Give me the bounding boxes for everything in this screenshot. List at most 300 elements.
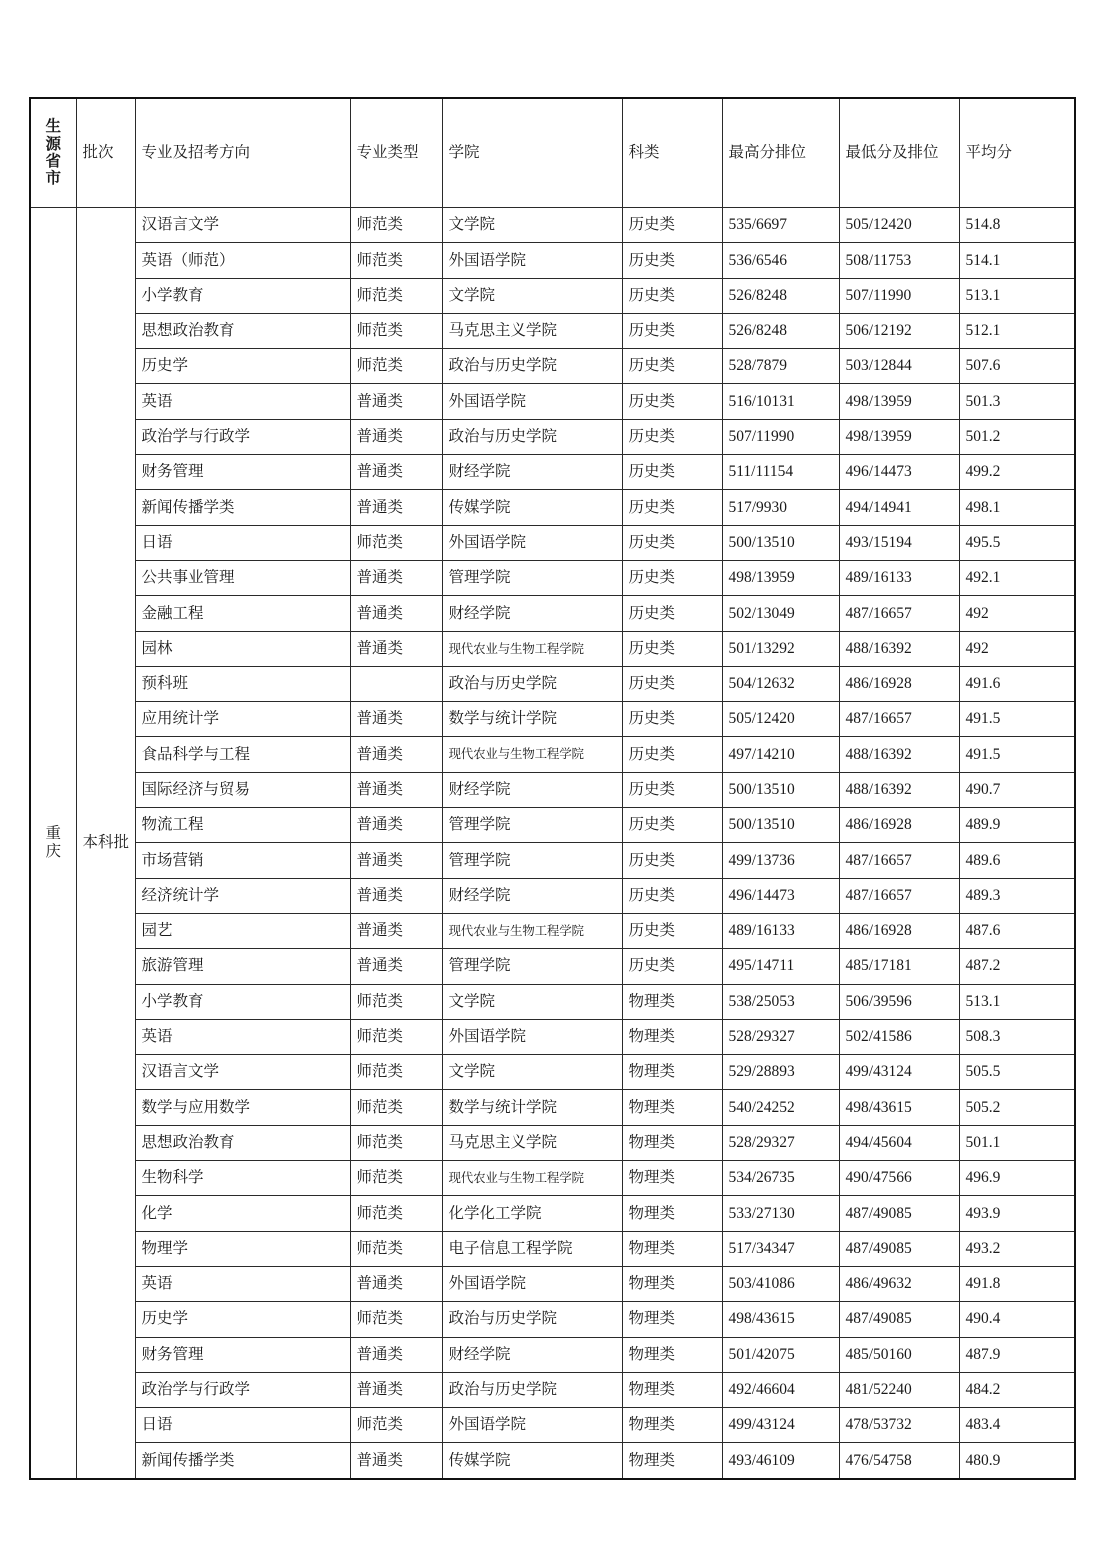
cell-major: 国际经济与贸易 — [135, 772, 350, 807]
table-body — [30, 208, 1075, 1479]
header-major: 专业及招考方向 — [135, 98, 350, 208]
cell-lowest-score: 487/16657 — [839, 878, 959, 913]
cell-highest-score: 534/26735 — [722, 1161, 839, 1196]
cell-major-type: 普通类 — [350, 1443, 442, 1479]
cell-lowest-score: 487/49085 — [839, 1196, 959, 1231]
cell-major: 生物科学 — [135, 1161, 350, 1196]
cell-subject: 历史类 — [622, 913, 722, 948]
cell-highest-score: 528/29327 — [722, 1019, 839, 1054]
cell-highest-score: 526/8248 — [722, 278, 839, 313]
cell-major-type: 普通类 — [350, 878, 442, 913]
cell-college: 外国语学院 — [442, 1019, 622, 1054]
province-char: 重 — [45, 825, 61, 843]
cell-major: 经济统计学 — [135, 878, 350, 913]
table-row — [30, 490, 1075, 525]
cell-subject: 物理类 — [622, 1337, 722, 1372]
header-lowest-score: 最低分及排位 — [839, 98, 959, 208]
cell-major: 财务管理 — [135, 1337, 350, 1372]
cell-major-type: 普通类 — [350, 490, 442, 525]
table-row — [30, 243, 1075, 278]
table-row — [30, 913, 1075, 948]
cell-highest-score: 499/13736 — [722, 843, 839, 878]
cell-highest-score: 501/13292 — [722, 631, 839, 666]
cell-highest-score: 499/43124 — [722, 1408, 839, 1443]
cell-college: 财经学院 — [442, 1337, 622, 1372]
table-row — [30, 1161, 1075, 1196]
cell-major: 历史学 — [135, 1302, 350, 1337]
cell-major-type: 普通类 — [350, 808, 442, 843]
cell-college: 外国语学院 — [442, 1408, 622, 1443]
cell-major: 物流工程 — [135, 808, 350, 843]
cell-major: 预科班 — [135, 666, 350, 701]
cell-lowest-score: 487/16657 — [839, 702, 959, 737]
cell-major-type: 师范类 — [350, 1125, 442, 1160]
header-province-char: 省 — [45, 153, 61, 170]
cell-major-type: 师范类 — [350, 1090, 442, 1125]
table-row — [30, 278, 1075, 313]
table-row — [30, 596, 1075, 631]
cell-subject: 物理类 — [622, 1196, 722, 1231]
cell-highest-score: 540/24252 — [722, 1090, 839, 1125]
cell-subject: 历史类 — [622, 949, 722, 984]
table-row — [30, 419, 1075, 454]
cell-lowest-score: 498/13959 — [839, 419, 959, 454]
cell-average-score: 496.9 — [959, 1161, 1075, 1196]
cell-major: 应用统计学 — [135, 702, 350, 737]
cell-college: 传媒学院 — [442, 490, 622, 525]
cell-lowest-score: 499/43124 — [839, 1055, 959, 1090]
table-row — [30, 878, 1075, 913]
table-row — [30, 666, 1075, 701]
cell-average-score: 499.2 — [959, 455, 1075, 490]
cell-average-score: 489.6 — [959, 843, 1075, 878]
cell-average-score: 512.1 — [959, 313, 1075, 348]
cell-lowest-score: 476/54758 — [839, 1443, 959, 1479]
cell-subject: 物理类 — [622, 984, 722, 1019]
cell-college: 外国语学院 — [442, 384, 622, 419]
cell-lowest-score: 481/52240 — [839, 1372, 959, 1407]
cell-highest-score: 517/34347 — [722, 1231, 839, 1266]
cell-average-score: 493.2 — [959, 1231, 1075, 1266]
cell-major-type: 普通类 — [350, 419, 442, 454]
cell-subject: 物理类 — [622, 1125, 722, 1160]
cell-subject: 历史类 — [622, 737, 722, 772]
cell-average-score: 513.1 — [959, 278, 1075, 313]
cell-lowest-score: 487/49085 — [839, 1231, 959, 1266]
cell-major: 政治学与行政学 — [135, 1372, 350, 1407]
cell-major-type: 普通类 — [350, 949, 442, 984]
cell-lowest-score: 485/17181 — [839, 949, 959, 984]
cell-lowest-score: 506/39596 — [839, 984, 959, 1019]
cell-major: 金融工程 — [135, 596, 350, 631]
cell-average-score: 505.5 — [959, 1055, 1075, 1090]
cell-major-type: 师范类 — [350, 1055, 442, 1090]
table-row — [30, 808, 1075, 843]
cell-average-score: 501.1 — [959, 1125, 1075, 1160]
cell-major-type: 师范类 — [350, 1408, 442, 1443]
cell-batch: 本科批 — [76, 208, 135, 1479]
cell-lowest-score: 494/45604 — [839, 1125, 959, 1160]
cell-major-type: 普通类 — [350, 702, 442, 737]
cell-college: 电子信息工程学院 — [442, 1231, 622, 1266]
cell-highest-score: 500/13510 — [722, 808, 839, 843]
cell-major-type: 普通类 — [350, 384, 442, 419]
header-province-char: 生 — [45, 118, 61, 136]
cell-average-score: 487.2 — [959, 949, 1075, 984]
cell-lowest-score: 488/16392 — [839, 737, 959, 772]
table-row — [30, 1090, 1075, 1125]
cell-subject: 历史类 — [622, 243, 722, 278]
cell-average-score: 498.1 — [959, 490, 1075, 525]
cell-college: 文学院 — [442, 984, 622, 1019]
cell-major-type: 师范类 — [350, 208, 442, 243]
cell-college: 文学院 — [442, 278, 622, 313]
cell-major-type: 师范类 — [350, 1231, 442, 1266]
cell-lowest-score: 486/16928 — [839, 808, 959, 843]
cell-average-score: 490.4 — [959, 1302, 1075, 1337]
cell-lowest-score: 489/16133 — [839, 560, 959, 595]
cell-college: 现代农业与生物工程学院 — [442, 913, 622, 948]
cell-highest-score: 505/12420 — [722, 702, 839, 737]
cell-average-score: 487.9 — [959, 1337, 1075, 1372]
cell-college: 化学化工学院 — [442, 1196, 622, 1231]
cell-highest-score: 500/13510 — [722, 772, 839, 807]
cell-college: 数学与统计学院 — [442, 1090, 622, 1125]
header-province — [30, 98, 76, 208]
cell-average-score: 483.4 — [959, 1408, 1075, 1443]
cell-major: 英语（师范） — [135, 243, 350, 278]
table-row — [30, 455, 1075, 490]
cell-highest-score: 498/13959 — [722, 560, 839, 595]
cell-major-type: 师范类 — [350, 1302, 442, 1337]
cell-major: 日语 — [135, 1408, 350, 1443]
cell-major: 新闻传播学类 — [135, 490, 350, 525]
cell-lowest-score: 503/12844 — [839, 349, 959, 384]
province-char: 庆 — [45, 842, 61, 860]
table-row — [30, 702, 1075, 737]
cell-average-score: 487.6 — [959, 913, 1075, 948]
cell-highest-score: 501/42075 — [722, 1337, 839, 1372]
cell-major-type: 普通类 — [350, 596, 442, 631]
cell-major-type: 师范类 — [350, 525, 442, 560]
cell-highest-score: 498/43615 — [722, 1302, 839, 1337]
header-subject: 科类 — [622, 98, 722, 208]
cell-major: 食品科学与工程 — [135, 737, 350, 772]
cell-college: 现代农业与生物工程学院 — [442, 631, 622, 666]
cell-major: 日语 — [135, 525, 350, 560]
admission-score-table — [29, 97, 1076, 1480]
cell-highest-score: 538/25053 — [722, 984, 839, 1019]
cell-lowest-score: 498/43615 — [839, 1090, 959, 1125]
table-row — [30, 772, 1075, 807]
cell-average-score: 507.6 — [959, 349, 1075, 384]
cell-subject: 物理类 — [622, 1372, 722, 1407]
table-row — [30, 737, 1075, 772]
cell-subject: 历史类 — [622, 208, 722, 243]
cell-lowest-score: 487/49085 — [839, 1302, 959, 1337]
table-row — [30, 1443, 1075, 1479]
cell-average-score: 480.9 — [959, 1443, 1075, 1479]
cell-major-type: 师范类 — [350, 1019, 442, 1054]
cell-major-type: 普通类 — [350, 455, 442, 490]
cell-major-type: 师范类 — [350, 313, 442, 348]
cell-lowest-score: 487/16657 — [839, 596, 959, 631]
cell-subject: 物理类 — [622, 1161, 722, 1196]
cell-subject: 历史类 — [622, 772, 722, 807]
cell-highest-score: 526/8248 — [722, 313, 839, 348]
table-row — [30, 631, 1075, 666]
cell-highest-score: 536/6546 — [722, 243, 839, 278]
cell-subject: 历史类 — [622, 490, 722, 525]
cell-lowest-score: 487/16657 — [839, 843, 959, 878]
cell-college: 外国语学院 — [442, 525, 622, 560]
cell-average-score: 508.3 — [959, 1019, 1075, 1054]
cell-average-score: 493.9 — [959, 1196, 1075, 1231]
cell-major-type: 普通类 — [350, 772, 442, 807]
table-row — [30, 1196, 1075, 1231]
cell-major: 园林 — [135, 631, 350, 666]
cell-major-type: 普通类 — [350, 1372, 442, 1407]
cell-subject: 物理类 — [622, 1231, 722, 1266]
cell-major: 市场营销 — [135, 843, 350, 878]
cell-average-score: 492 — [959, 631, 1075, 666]
table-row — [30, 1055, 1075, 1090]
table-row — [30, 1408, 1075, 1443]
table-row — [30, 843, 1075, 878]
cell-major: 公共事业管理 — [135, 560, 350, 595]
cell-college: 马克思主义学院 — [442, 313, 622, 348]
cell-college: 现代农业与生物工程学院 — [442, 737, 622, 772]
table-row — [30, 313, 1075, 348]
cell-subject: 物理类 — [622, 1019, 722, 1054]
cell-average-score: 505.2 — [959, 1090, 1075, 1125]
cell-average-score: 501.2 — [959, 419, 1075, 454]
cell-subject: 物理类 — [622, 1266, 722, 1301]
cell-highest-score: 497/14210 — [722, 737, 839, 772]
cell-major-type: 普通类 — [350, 737, 442, 772]
cell-major-type: 普通类 — [350, 631, 442, 666]
table-row — [30, 984, 1075, 1019]
cell-highest-score: 517/9930 — [722, 490, 839, 525]
header-major-type: 专业类型 — [350, 98, 442, 208]
cell-major: 英语 — [135, 384, 350, 419]
cell-average-score: 491.8 — [959, 1266, 1075, 1301]
table-row — [30, 1337, 1075, 1372]
cell-lowest-score: 488/16392 — [839, 631, 959, 666]
cell-subject: 历史类 — [622, 808, 722, 843]
table-row — [30, 525, 1075, 560]
table-row — [30, 1266, 1075, 1301]
cell-subject: 历史类 — [622, 419, 722, 454]
cell-subject: 历史类 — [622, 313, 722, 348]
cell-subject: 物理类 — [622, 1443, 722, 1479]
cell-lowest-score: 498/13959 — [839, 384, 959, 419]
cell-highest-score: 495/14711 — [722, 949, 839, 984]
cell-lowest-score: 486/16928 — [839, 666, 959, 701]
cell-highest-score: 529/28893 — [722, 1055, 839, 1090]
cell-major: 园艺 — [135, 913, 350, 948]
cell-subject: 历史类 — [622, 384, 722, 419]
cell-highest-score: 493/46109 — [722, 1443, 839, 1479]
cell-college: 管理学院 — [442, 808, 622, 843]
cell-major: 思想政治教育 — [135, 313, 350, 348]
cell-subject: 物理类 — [622, 1090, 722, 1125]
cell-major: 汉语言文学 — [135, 208, 350, 243]
cell-college: 政治与历史学院 — [442, 419, 622, 454]
cell-average-score: 495.5 — [959, 525, 1075, 560]
cell-highest-score: 511/11154 — [722, 455, 839, 490]
table-row — [30, 560, 1075, 595]
cell-subject: 物理类 — [622, 1055, 722, 1090]
table-row — [30, 1372, 1075, 1407]
cell-college: 财经学院 — [442, 772, 622, 807]
cell-major: 政治学与行政学 — [135, 419, 350, 454]
score-table-sheet — [29, 97, 1074, 1480]
cell-major-type: 普通类 — [350, 843, 442, 878]
cell-college: 政治与历史学院 — [442, 666, 622, 701]
cell-major: 英语 — [135, 1266, 350, 1301]
cell-major: 新闻传播学类 — [135, 1443, 350, 1479]
cell-college: 管理学院 — [442, 949, 622, 984]
cell-average-score: 491.5 — [959, 737, 1075, 772]
cell-lowest-score: 490/47566 — [839, 1161, 959, 1196]
cell-major: 英语 — [135, 1019, 350, 1054]
cell-college: 管理学院 — [442, 843, 622, 878]
cell-average-score: 484.2 — [959, 1372, 1075, 1407]
cell-lowest-score: 505/12420 — [839, 208, 959, 243]
cell-college: 数学与统计学院 — [442, 702, 622, 737]
cell-province — [30, 208, 76, 1479]
cell-highest-score: 504/12632 — [722, 666, 839, 701]
cell-lowest-score: 502/41586 — [839, 1019, 959, 1054]
cell-major-type: 师范类 — [350, 349, 442, 384]
cell-major-type: 师范类 — [350, 243, 442, 278]
cell-major: 数学与应用数学 — [135, 1090, 350, 1125]
cell-lowest-score: 494/14941 — [839, 490, 959, 525]
cell-average-score: 490.7 — [959, 772, 1075, 807]
cell-average-score: 514.8 — [959, 208, 1075, 243]
cell-average-score: 514.1 — [959, 243, 1075, 278]
cell-highest-score: 496/14473 — [722, 878, 839, 913]
cell-major: 思想政治教育 — [135, 1125, 350, 1160]
cell-college: 外国语学院 — [442, 243, 622, 278]
table-row — [30, 384, 1075, 419]
cell-lowest-score: 508/11753 — [839, 243, 959, 278]
cell-subject: 历史类 — [622, 843, 722, 878]
cell-college: 财经学院 — [442, 878, 622, 913]
cell-lowest-score: 485/50160 — [839, 1337, 959, 1372]
cell-lowest-score: 486/16928 — [839, 913, 959, 948]
header-province-char: 市 — [45, 170, 61, 188]
cell-major-type: 师范类 — [350, 1196, 442, 1231]
cell-college: 财经学院 — [442, 596, 622, 631]
cell-highest-score: 528/7879 — [722, 349, 839, 384]
cell-highest-score: 516/10131 — [722, 384, 839, 419]
cell-major: 汉语言文学 — [135, 1055, 350, 1090]
table-header — [30, 98, 1075, 208]
cell-highest-score: 489/16133 — [722, 913, 839, 948]
cell-average-score: 492.1 — [959, 560, 1075, 595]
cell-subject: 历史类 — [622, 596, 722, 631]
table-row — [30, 1302, 1075, 1337]
cell-highest-score: 535/6697 — [722, 208, 839, 243]
header-average-score: 平均分 — [959, 98, 1075, 208]
cell-subject: 物理类 — [622, 1302, 722, 1337]
cell-college: 外国语学院 — [442, 1266, 622, 1301]
cell-major: 化学 — [135, 1196, 350, 1231]
cell-major: 小学教育 — [135, 984, 350, 1019]
cell-average-score: 491.5 — [959, 702, 1075, 737]
cell-lowest-score: 478/53732 — [839, 1408, 959, 1443]
cell-highest-score: 502/13049 — [722, 596, 839, 631]
cell-college: 文学院 — [442, 1055, 622, 1090]
cell-highest-score: 533/27130 — [722, 1196, 839, 1231]
cell-lowest-score: 496/14473 — [839, 455, 959, 490]
cell-subject: 历史类 — [622, 349, 722, 384]
cell-major: 旅游管理 — [135, 949, 350, 984]
cell-average-score: 489.9 — [959, 808, 1075, 843]
header-row — [30, 98, 1075, 208]
cell-highest-score: 507/11990 — [722, 419, 839, 454]
cell-subject: 历史类 — [622, 878, 722, 913]
cell-subject: 历史类 — [622, 631, 722, 666]
table-row — [30, 1019, 1075, 1054]
cell-major: 财务管理 — [135, 455, 350, 490]
table-row — [30, 949, 1075, 984]
cell-subject: 历史类 — [622, 278, 722, 313]
cell-average-score: 501.3 — [959, 384, 1075, 419]
cell-college: 政治与历史学院 — [442, 349, 622, 384]
cell-college: 文学院 — [442, 208, 622, 243]
table-row — [30, 1231, 1075, 1266]
table-row — [30, 349, 1075, 384]
cell-lowest-score: 488/16392 — [839, 772, 959, 807]
cell-major-type: 师范类 — [350, 1161, 442, 1196]
cell-major-type: 普通类 — [350, 1337, 442, 1372]
header-highest-score: 最高分排位 — [722, 98, 839, 208]
cell-college: 传媒学院 — [442, 1443, 622, 1479]
cell-college: 政治与历史学院 — [442, 1302, 622, 1337]
cell-major-type: 普通类 — [350, 1266, 442, 1301]
table-row — [30, 208, 1075, 243]
cell-subject: 历史类 — [622, 455, 722, 490]
cell-highest-score: 528/29327 — [722, 1125, 839, 1160]
cell-college: 管理学院 — [442, 560, 622, 595]
cell-major: 历史学 — [135, 349, 350, 384]
header-province-char: 源 — [45, 135, 61, 153]
table-row — [30, 1125, 1075, 1160]
header-batch: 批次 — [76, 98, 135, 208]
cell-lowest-score: 486/49632 — [839, 1266, 959, 1301]
cell-college: 马克思主义学院 — [442, 1125, 622, 1160]
cell-subject: 历史类 — [622, 702, 722, 737]
cell-lowest-score: 507/11990 — [839, 278, 959, 313]
cell-major: 小学教育 — [135, 278, 350, 313]
cell-college: 现代农业与生物工程学院 — [442, 1161, 622, 1196]
cell-average-score: 489.3 — [959, 878, 1075, 913]
cell-average-score: 492 — [959, 596, 1075, 631]
cell-major-type: 师范类 — [350, 278, 442, 313]
cell-major-type: 师范类 — [350, 984, 442, 1019]
cell-subject: 历史类 — [622, 525, 722, 560]
cell-major: 物理学 — [135, 1231, 350, 1266]
cell-highest-score: 500/13510 — [722, 525, 839, 560]
cell-subject: 物理类 — [622, 1408, 722, 1443]
cell-college: 政治与历史学院 — [442, 1372, 622, 1407]
cell-college: 财经学院 — [442, 455, 622, 490]
cell-major-type: 普通类 — [350, 560, 442, 595]
cell-highest-score: 503/41086 — [722, 1266, 839, 1301]
